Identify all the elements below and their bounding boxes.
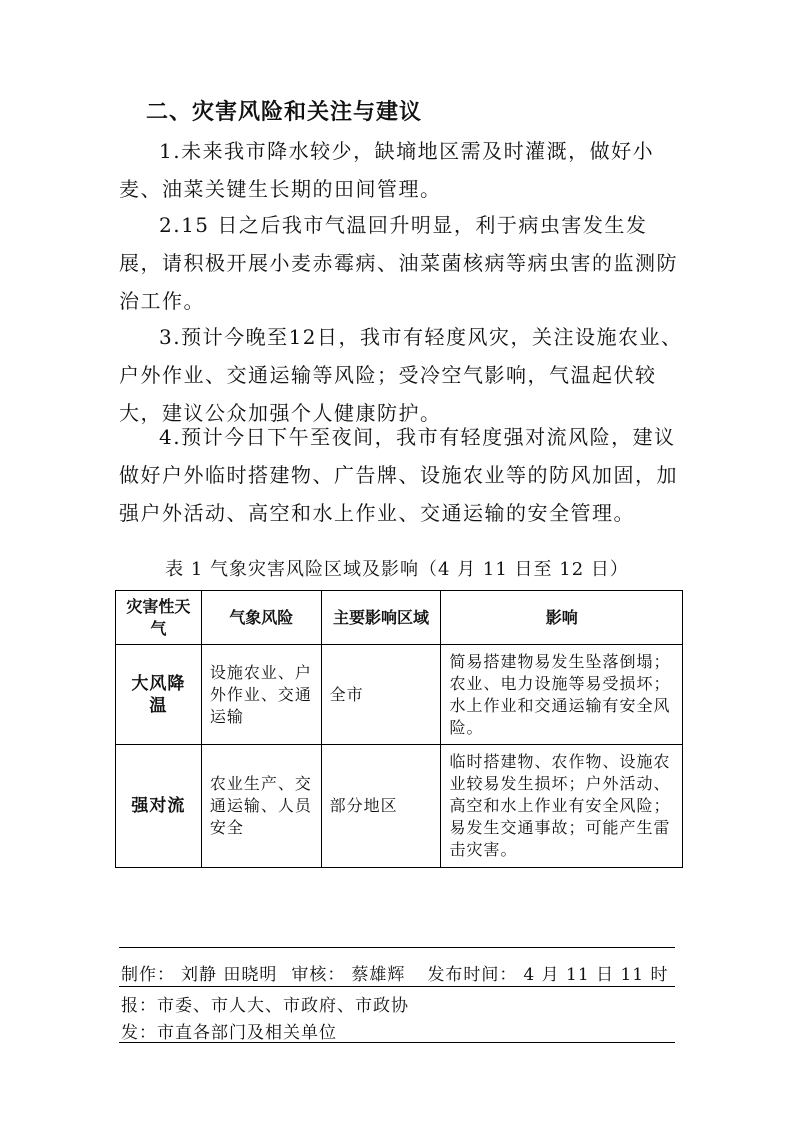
reviewer-label: 审核： — [291, 965, 346, 985]
header-weather: 灾害性天气 — [116, 591, 202, 645]
paragraph-2: 2.15 日之后我市气温回升明显，利于病虫害发生发展，请积极开展小麦赤霉病、油菜菌核病等病虫害的监测防治工作。 — [119, 213, 678, 313]
table-row — [116, 645, 683, 745]
paragraph-4: 4.预计今日下午至夜间，我市有轻度强对流风险，建议做好户外临时搭建物、广告牌、设施农业等的防风加固，加强户外活动、高空和水上作业、交通运输的安全管理。 — [119, 425, 678, 525]
header-area: 主要影响区域 — [321, 591, 441, 645]
row-risk: 设施农业、户外作业、交通运输 — [201, 645, 321, 745]
footer-middle-rule — [119, 986, 675, 987]
producers: 刘静 田晓明 — [181, 965, 278, 985]
footer-credits — [121, 960, 675, 985]
row-impact: 临时搭建物、农作物、设施农业较易发生损坏；户外活动、高空和水上作业有安全风险；易发生交通事故；可能产生雷击灾害。 — [441, 745, 683, 868]
footer-bottom-rule — [119, 1042, 675, 1043]
header-risk: 气象风险 — [201, 591, 321, 645]
row-impact: 简易搭建物易发生坠落倒塌；农业、电力设施等易受损坏；水上作业和交通运输有安全风险。 — [441, 645, 683, 745]
risk-table — [115, 590, 683, 868]
producer-label: 制作： — [121, 965, 175, 985]
release-time: 4 月 11 日 11 时 — [523, 965, 669, 985]
table-header-row — [116, 591, 683, 645]
footer-top-rule — [119, 947, 675, 948]
reviewer: 蔡雄辉 — [351, 965, 406, 985]
row-area: 全市 — [321, 645, 441, 745]
paragraph-1: 1.未来我市降水较少，缺墒地区需及时灌溉，做好小麦、油菜关键生长期的田间管理。 — [119, 139, 655, 201]
paragraph-3: 3.预计今晚至12日，我市有轻度风灾，关注设施农业、户外作业、交通运输等风险；受冷空气影响，气温起伏较大，建议公众加强个人健康防护。 — [119, 325, 683, 425]
header-impact: 影响 — [441, 591, 683, 645]
row-area: 部分地区 — [321, 745, 441, 868]
release-label: 发布时间： — [427, 965, 518, 985]
send-to: 发：市直各部门及相关单位 — [121, 1023, 337, 1043]
table-caption: 表 1 气象灾害风险区域及影响（4 月 11 日至 12 日） — [165, 559, 629, 580]
row-weather: 大风降温 — [116, 645, 202, 745]
row-risk: 农业生产、交通运输、人员安全 — [201, 745, 321, 868]
row-weather: 强对流 — [116, 745, 202, 868]
table-row — [116, 745, 683, 868]
report-to: 报：市委、市人大、市政府、市政协 — [121, 996, 409, 1016]
section-title: 二、灾害风险和关注与建议 — [146, 100, 423, 125]
